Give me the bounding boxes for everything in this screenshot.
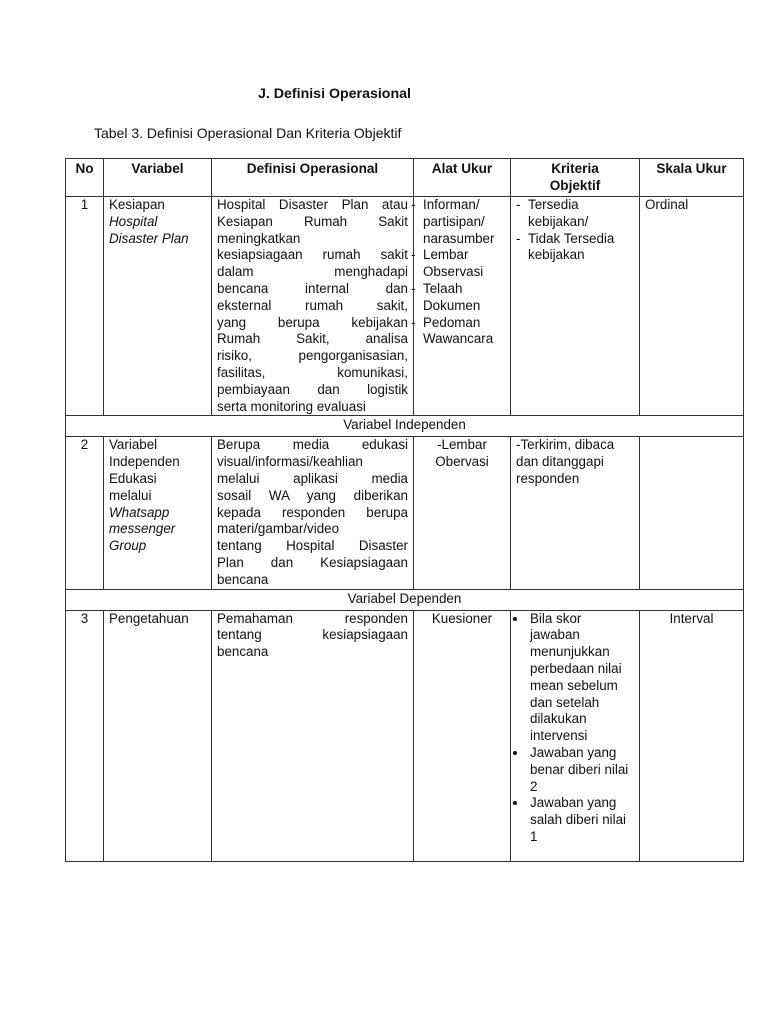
header-skala-ukur: Skala Ukur [640, 159, 744, 197]
kriteria-item: - Tidak Tersedia kebijakan [516, 231, 634, 265]
alat-ukur-list [411, 197, 505, 348]
definisi-line: Hospital Disaster Plan atau [217, 197, 408, 212]
definisi-line: melalui aplikasi media [217, 470, 408, 486]
variabel-line: Whatsapp [109, 504, 170, 520]
cell-definisi [212, 197, 414, 416]
cell-kriteria [511, 197, 640, 416]
kriteria-list [513, 611, 634, 846]
section-row-independen [66, 416, 744, 437]
definisi-line: kepada responden berupa [217, 504, 408, 520]
definisi-line: bencana [217, 644, 269, 660]
kriteria-item: Jawaban yang salah diberi nilai 1 [513, 795, 634, 845]
definition-table [65, 158, 744, 862]
section-heading: J. Definisi Operasional [258, 86, 411, 102]
header-kriteria-line1: Kriteria [551, 161, 599, 176]
section-row-dependen [66, 589, 744, 610]
variabel-line: Variabel [109, 437, 158, 453]
table-row [66, 610, 744, 861]
definisi-line: fasilitas, komunikasi, [217, 364, 408, 380]
definisi-line: Kesiapan Rumah Sakit [217, 213, 408, 229]
variabel-line: Edukasi [109, 470, 157, 486]
section-label-dependen: Variabel Dependen [66, 589, 744, 610]
variabel-line: Independen [109, 454, 180, 470]
definisi-line: kesiapsiagaan rumah sakit [217, 247, 408, 263]
header-alat-ukur: Alat Ukur [414, 159, 511, 197]
cell-alat-ukur [414, 197, 511, 416]
header-no: No [66, 159, 104, 197]
definisi-line: visual/informasi/keahlian [217, 454, 363, 470]
definisi-line: Berupa media edukasi [217, 437, 408, 453]
cell-variabel: Pengetahuan [104, 610, 212, 861]
definisi-line: Pemahaman responden [217, 610, 408, 626]
variabel-line: messenger [109, 521, 176, 537]
kriteria-item: - Tersedia kebijakan/ [516, 197, 634, 231]
table-caption: Tabel 3. Definisi Operasional Dan Kriteria Objektif [94, 125, 402, 141]
kriteria-item: Jawaban yang benar diberi nilai 2 [513, 745, 634, 795]
alat-ukur-item: - Lembar Observasi [411, 247, 505, 281]
variabel-line: melalui [109, 487, 152, 503]
cell-kriteria [511, 610, 640, 861]
variabel-line: Disaster Plan [109, 230, 189, 246]
definisi-line: sosail WA yang diberikan [217, 487, 408, 503]
variabel-line: Group [109, 538, 147, 554]
cell-variabel [104, 197, 212, 416]
definisi-line: risiko, pengorganisasian, [217, 348, 408, 364]
cell-alat-ukur: Kuesioner [414, 610, 511, 861]
definisi-line: pembiayaan dan logistik [217, 381, 408, 397]
definisi-line: materi/gambar/video [217, 521, 340, 537]
cell-skala: Interval [640, 610, 744, 861]
cell-skala [640, 437, 744, 589]
definisi-line: serta monitoring evaluasi [217, 398, 366, 414]
cell-kriteria: -Terkirim, dibaca dan ditanggapi responden [511, 437, 640, 589]
cell-no: 2 [66, 437, 104, 589]
definisi-line: tentang kesiapsiagaan [217, 627, 408, 643]
table-row [66, 437, 744, 589]
cell-definisi [212, 437, 414, 589]
definisi-line: yang berupa kebijakan [217, 314, 408, 330]
kriteria-list [516, 197, 634, 264]
header-definisi: Definisi Operasional [212, 159, 414, 197]
table-row [66, 197, 744, 416]
alat-ukur-line: Obervasi [435, 454, 489, 470]
definisi-line: bencana [217, 571, 269, 587]
section-label-independen: Variabel Independen [66, 416, 744, 437]
alat-ukur-item: - Pedoman Wawancara [411, 315, 505, 349]
cell-no: 1 [66, 197, 104, 416]
cell-alat-ukur [414, 437, 511, 589]
table-header-row [66, 159, 744, 197]
definisi-line: eksternal rumah sakit, [217, 297, 408, 313]
cell-skala: Ordinal [640, 197, 744, 416]
cell-no: 3 [66, 610, 104, 861]
definisi-line: meningkatkan [217, 230, 301, 246]
kriteria-item: Bila skor jawaban menunjukkan perbedaan nilai mean sebelum dan setelah dilakukan intervensi [513, 611, 634, 745]
header-variabel: Variabel [104, 159, 212, 197]
definisi-line: Plan dan Kesiapsiagaan [217, 554, 408, 570]
cell-variabel [104, 437, 212, 589]
variabel-line: Hospital [109, 213, 158, 229]
header-kriteria [511, 159, 640, 197]
alat-ukur-item: - Informan/ partisipan/ narasumber [411, 197, 505, 247]
definisi-line: bencana internal dan [217, 280, 408, 296]
definisi-line: Rumah Sakit, analisa [217, 331, 408, 347]
cell-definisi [212, 610, 414, 861]
alat-ukur-line: -Lembar [437, 437, 487, 453]
variabel-line: Kesiapan [109, 197, 165, 212]
alat-ukur-item: - Telaah Dokumen [411, 281, 505, 315]
definisi-line: tentang Hospital Disaster [217, 538, 408, 554]
header-kriteria-line2: Objektif [549, 177, 601, 193]
definisi-line: dalam menghadapi [217, 264, 408, 280]
